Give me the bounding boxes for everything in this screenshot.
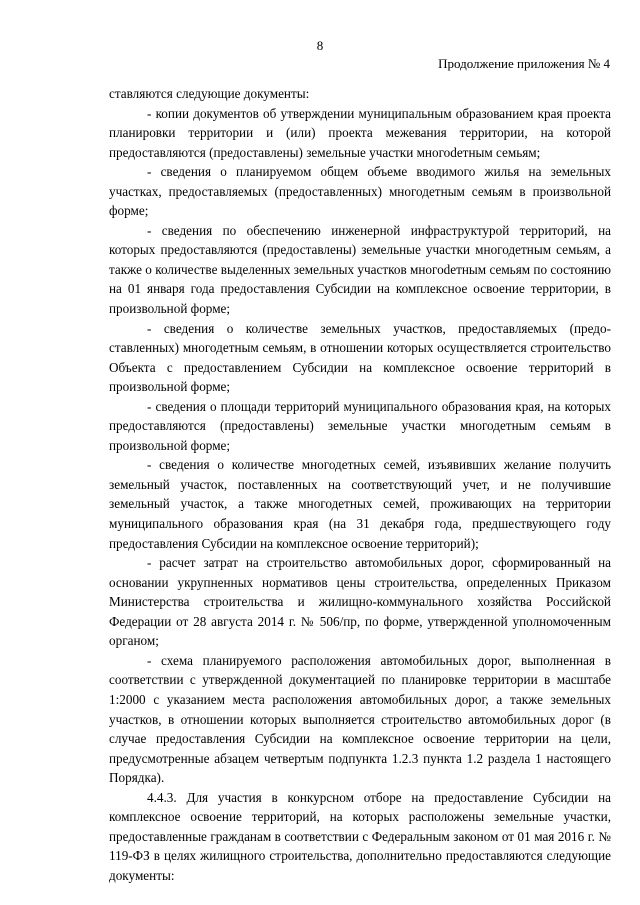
paragraph-housing-volume: - сведения о планируемом общем объеме вводимого жилья на земельных участках, предоставляемых (предоставленных) многодетным семьям в произвольной форме;	[109, 164, 611, 219]
paragraph-intro: ставляются следующие документы:	[109, 86, 310, 101]
paragraph-infrastructure: - сведения по обеспечению инженерной инфраструктурой территорий, на которых предоставляются (предоставлены) земельные участки многодетным семьям, а также о количестве выделенных земельных участков многоdетным семьям по состоянию на 01 января года предоставления Субсидии на комплексное освоение территории, в произвольной форме;	[109, 222, 611, 317]
appendix-continuation-note: Продолжение приложения № 4	[438, 56, 610, 71]
paragraph-territory-area: - сведения о площади территорий муниципального образования края, на которых предоставляются (предоставлены) земельные участки многодетным семьям в произвольной форме;	[109, 398, 611, 453]
paragraph-families-count: - сведения о количестве многодетных семей, изъявивших желание получить земельный участок, поставленных на соответствующий учет, и не получившие земельный участок, а также многодетных семей, проживающих на территории муниципального образования края (на 31 декабря года, предшествующего году предоставления Субсидии на комплексное освоение территорий);	[109, 457, 611, 551]
paragraph-land-plots-count: - сведения о количестве земельных участков, предоставляемых (предоставленных) многодетным семьям, в отношении которых осуществляется строительство Объекта с предоставлением Субсидии на комплексное освоение территорий в произвольной форме;	[109, 320, 611, 395]
paragraph-planning-documents: - копии документов об утверждении муниципальным образованием края проекта планировки территории и (или) проекта межевания территории, на которой предоставляются (предоставлены) земельные участки многоdетным семьям;	[109, 105, 611, 160]
page-number: 8	[316, 38, 324, 53]
paragraph-road-cost-estimate: - расчет затрат на строительство автомобильных дорог, сформированный на основании укрупненных нормативов цены строительства, определенных Приказом Министерства строительства и жилищно-коммунального хозяйства Российской Федерации от 28 августа 2014 г. № 506/пр, по форме, утвержденной уполномоченным органом;	[109, 555, 611, 649]
document-body	[109, 84, 611, 885]
paragraph-4-4-3: 4.4.3. Для участия в конкурсном отборе на предоставление Субсидии на комплексное освоение территорий, на которых расположены земельные участки, предоставленные гражданам в соответствии с Федеральным законом от 01 мая 2016 г. № 119-ФЗ в целях жилищного строительства, дополнительно предоставляются следующие документы:	[109, 789, 611, 883]
paragraph-road-layout-scheme: - схема планируемого расположения автомобильных дорог, выполненная в соответствии с утвержденной документацией по планировке территории в масштабе 1:2000 с указанием места расположения автомобильных дорог, а также земельных участков, в отношении которых выполняется строительство автомобильных дорог (в случае предоставления Субсидии на комплексное освоение территории на цели, предусмотренные абзацем четвертым подпункта 1.2.3 пункта 1.2 раздела 1 настоящего Порядка).	[109, 652, 611, 786]
